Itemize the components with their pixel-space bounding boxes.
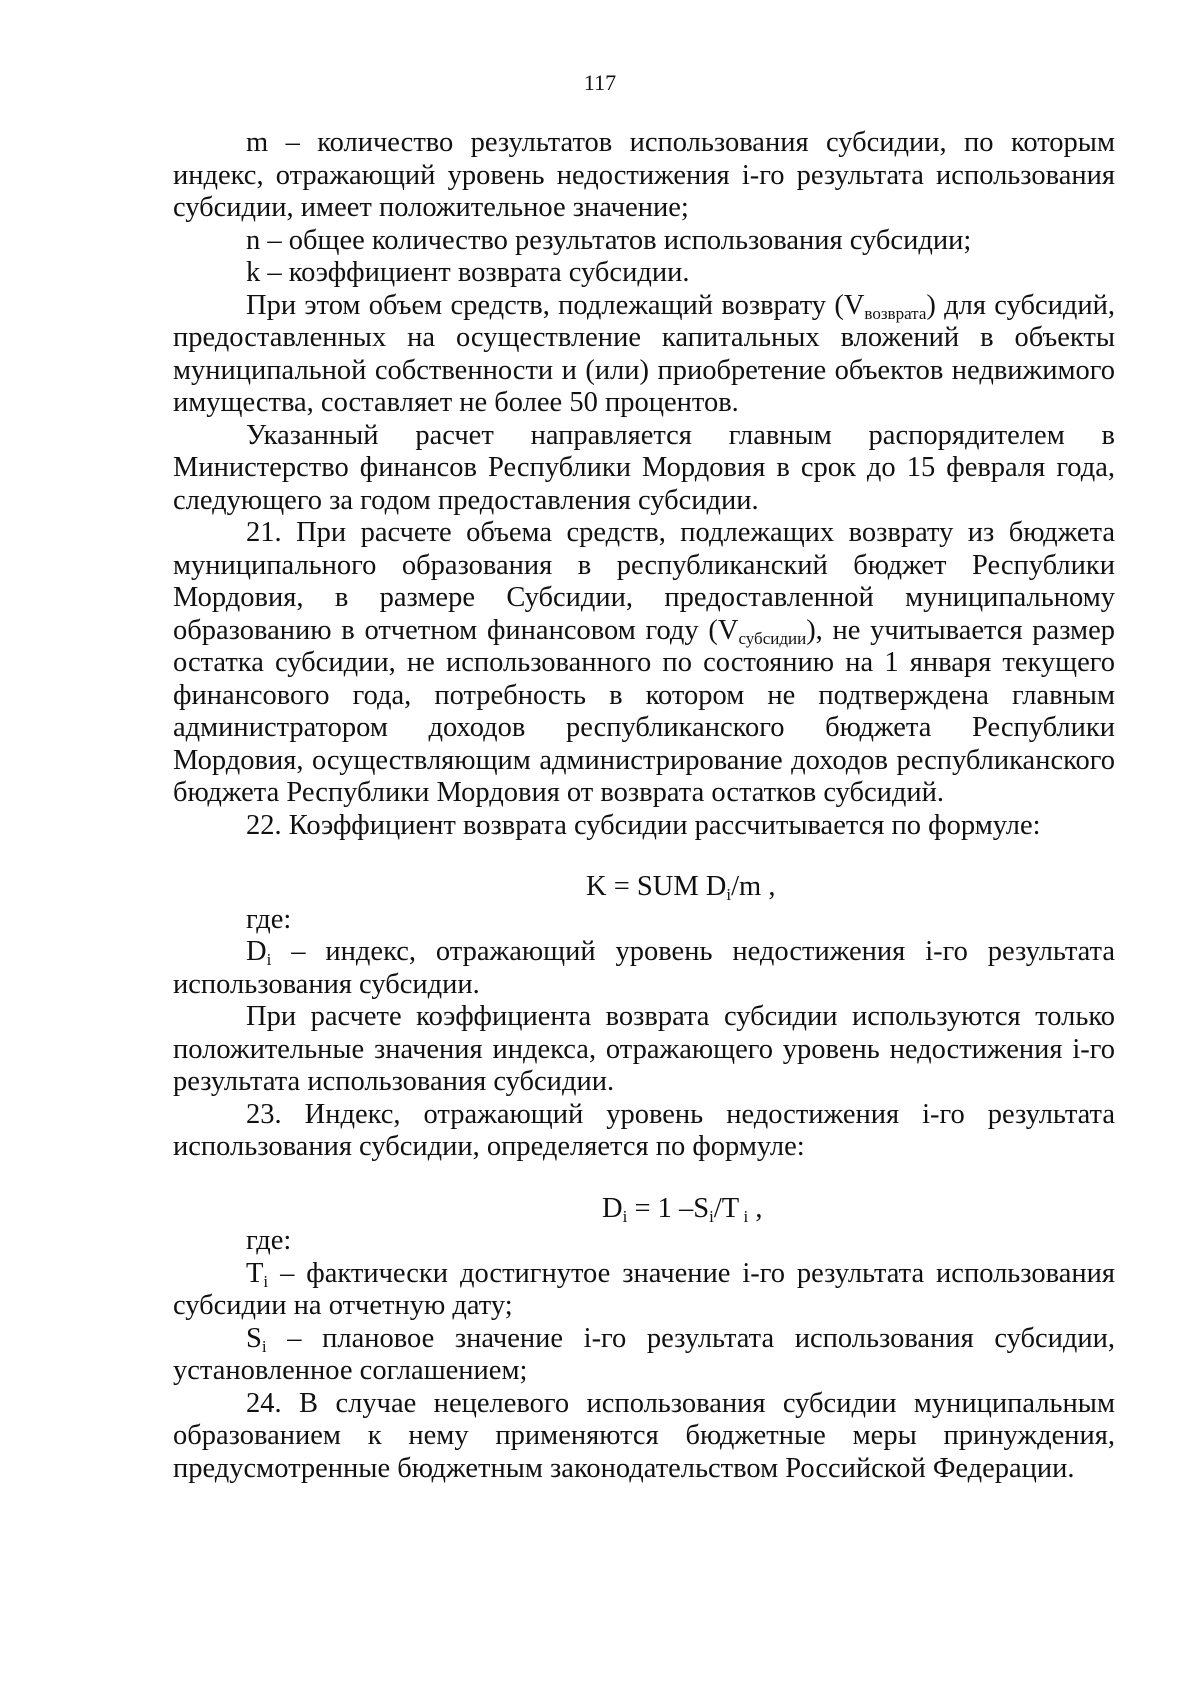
subscript: i bbox=[261, 1336, 267, 1356]
paragraph-text: D bbox=[246, 936, 267, 967]
paragraph-text: – фактически достигнутое значение i-го результата использования субсидии на отчетную дату; bbox=[173, 1257, 1115, 1321]
subscript: возврата bbox=[864, 303, 927, 323]
paragraph-text: – индекс, отражающий уровень недостижения i-го результата использования субсидии. bbox=[173, 936, 1115, 1000]
paragraph-text: При этом объем средств, подлежащий возврату (V bbox=[246, 289, 865, 321]
paragraph-text: 22. Коэффициент возврата субсидии рассчитывается по формуле: bbox=[246, 809, 1041, 841]
paragraph-text: Указанный расчет направляется главным распорядителем в Министерство финансов Республики Мордовия в срок до 15 февраля года, следующего за годом предоставления субсидии. bbox=[173, 419, 1115, 516]
formula-text: = 1 –S bbox=[627, 1192, 710, 1224]
paragraph-di-definition bbox=[173, 936, 1115, 1001]
paragraph-k-definition bbox=[173, 257, 1115, 290]
formula-text: K = SUM D bbox=[586, 871, 727, 902]
subscript: i bbox=[622, 1206, 628, 1226]
formula-di bbox=[173, 1164, 1115, 1226]
paragraph-21 bbox=[173, 517, 1115, 810]
paragraph-m-definition bbox=[173, 127, 1115, 225]
subscript: i bbox=[266, 950, 272, 969]
page-number: 117 bbox=[583, 70, 617, 95]
paragraph-ti-definition bbox=[173, 1258, 1115, 1323]
paragraph-text: – плановое значение i-го результата использования субсидии, установленное соглашением; bbox=[173, 1322, 1115, 1386]
paragraph-n-definition bbox=[173, 225, 1115, 258]
paragraph-text: S bbox=[246, 1322, 262, 1354]
subscript: i bbox=[709, 1206, 714, 1226]
paragraph-text: 24. В случае нецелевого использования субсидии муниципальным образованием к нему применяются бюджетные меры принуждения, предусмотренные бюджетным законодательством Российской Федерации. bbox=[173, 1387, 1115, 1484]
formula-text: D bbox=[602, 1192, 623, 1224]
subscript: i bbox=[263, 1271, 269, 1291]
subscript: i bbox=[726, 885, 732, 904]
document-body bbox=[173, 127, 1115, 1485]
paragraph-return-volume bbox=[173, 290, 1115, 420]
paragraph-text: 23. Индекс, отражающий уровень недостижения i-го результата использования субсидии, определяется по формуле: bbox=[173, 1098, 1115, 1162]
paragraph-positive-values bbox=[173, 1001, 1115, 1099]
paragraph-calculation-sent bbox=[173, 420, 1115, 518]
subscript: субсидии bbox=[738, 628, 807, 648]
formula-text: /m , bbox=[731, 871, 776, 902]
paragraph-text: 21. При расчете объема средств, подлежащих возврату из бюджета муниципального образования в республиканский бюджет Республики Мордовия, в размере Субсидии, предоставленной муниципальному образованию в отчетном финансовом году (V bbox=[173, 517, 1115, 646]
paragraph-22 bbox=[173, 810, 1115, 843]
where-label: где: bbox=[246, 903, 292, 935]
paragraph-23 bbox=[173, 1099, 1115, 1164]
where-label: где: bbox=[246, 1225, 292, 1256]
paragraph-si-definition bbox=[173, 1323, 1115, 1388]
paragraph-text: m – количество результатов использования субсидии, по которым индекс, отражающий уровень недостижения i-го результата использования субсидии, имеет положительное значение; bbox=[173, 127, 1115, 223]
formula-text: /T bbox=[713, 1192, 740, 1224]
paragraph-text: n – общее количество результатов использования субсидии; bbox=[246, 224, 972, 256]
paragraph-text: При расчете коэффициента возврата субсидии используются только положительные значения индекса, отражающего уровень недостижения i-го результата использования субсидии. bbox=[173, 1001, 1115, 1097]
paragraph-text: k – коэффициент возврата субсидии. bbox=[246, 257, 690, 288]
formula-text: , bbox=[748, 1192, 763, 1224]
paragraph-text: ) для субсидий, предоставленных на осуществление капитальных вложений в объекты муниципальной собственности и (или) приобретение объектов недвижимого имущества, составляет не более 50 процентов. bbox=[173, 289, 1115, 418]
subscript: i bbox=[739, 1206, 749, 1226]
formula-k bbox=[173, 842, 1115, 904]
paragraph-text: ), не учитывается размер остатка субсидии, не использованного по состоянию на 1 января текущего финансового года, потребность в котором не подтверждена главным администратором доходов республиканского бюджета Республики Мордовия, осуществляющим администрирование доходов республиканского бюджета Республики Мордовия от возврата остатков субсидий. bbox=[173, 614, 1115, 808]
paragraph-24 bbox=[173, 1388, 1115, 1486]
paragraph-text: T bbox=[246, 1257, 264, 1289]
